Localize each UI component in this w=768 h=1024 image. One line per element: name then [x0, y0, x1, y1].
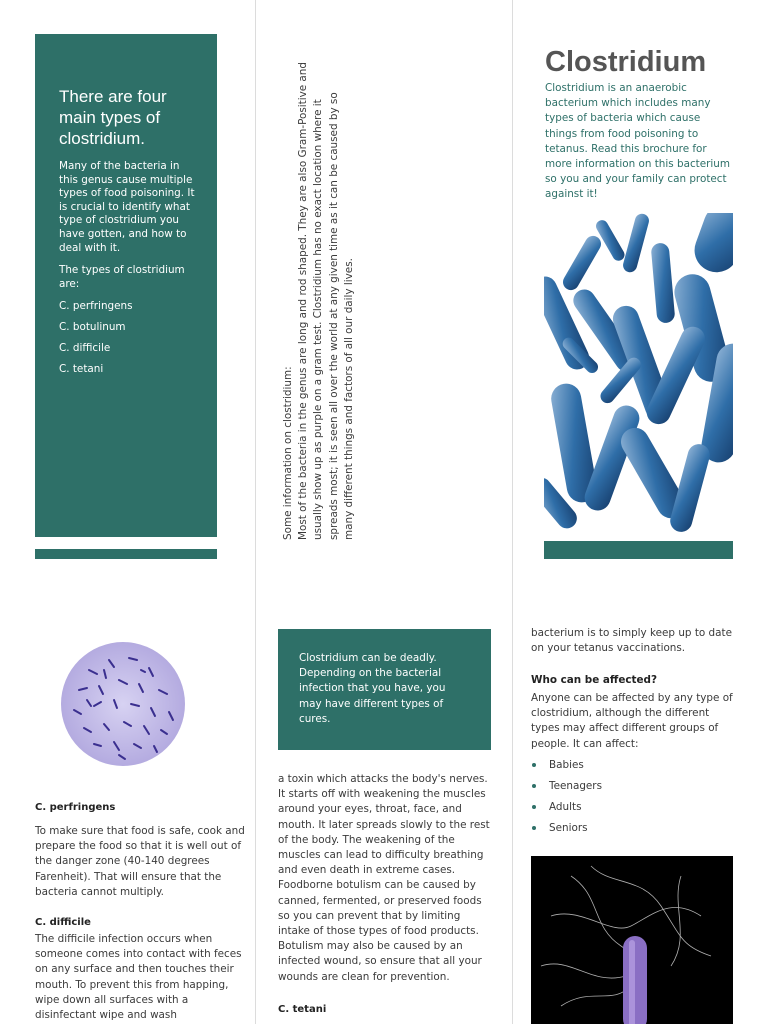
bullet-icon — [532, 805, 536, 809]
brochure-intro: Clostridium is an anaerobic bacterium which includes many types of bacteria which cause things from food poisoning to tetanus. Read this brochure for more information on this bacterium so you and your family can protect against it! — [545, 82, 731, 201]
who-affected-heading: Who can be affected? — [531, 674, 658, 686]
brochure-title: Clostridium — [545, 46, 707, 78]
difficile-heading: C. difficile — [35, 917, 91, 928]
tetani-heading: C. tetani — [278, 1004, 327, 1015]
bullet-icon — [532, 784, 536, 788]
list-item: C. perfringens — [59, 300, 133, 313]
rotated-info-block — [281, 60, 353, 540]
list-item: Seniors — [531, 822, 602, 843]
list-item: Babies — [531, 759, 602, 780]
list-item: C. difficile — [59, 342, 111, 355]
bullet-icon — [532, 826, 536, 830]
micrograph-image — [59, 640, 187, 768]
types-panel — [35, 34, 217, 537]
bacteria-rods-image — [544, 213, 733, 535]
fold-line-2 — [512, 0, 513, 1024]
tetanus-text: bacterium is to simply keep up to date on your tetanus vaccinations. — [531, 627, 732, 655]
list-item: Teenagers — [531, 780, 602, 801]
types-label: The types of clostridium are: — [59, 264, 185, 290]
fold-line-1 — [255, 0, 256, 1024]
list-item: C. botulinum — [59, 321, 126, 334]
bacterium-flagella-image — [531, 856, 733, 1024]
perfringens-text: To make sure that food is safe, cook and prepare the food so that it is well out of the danger zone (40-140 degrees Farenheit). That will ensure that the bacteria cannot multiply. — [35, 825, 245, 898]
bullet-icon — [532, 763, 536, 767]
affected-groups-list — [531, 759, 602, 843]
info-text: Most of the bacteria in the genus are long and rod shaped. They are also Gram-Positive and usually show up as purple on a gram test. Clostridium has no exact location where it spreads most; it is seen all over the world at any given time as it can be caused by so many different things and factors of all our daily lives. — [297, 62, 355, 540]
callout-text: Clostridium can be deadly. Depending on the bacterial infection that you have, you may have different types of cures. — [299, 652, 446, 725]
list-item: C. tetani — [59, 363, 104, 376]
types-heading: There are four main types of clostridium. — [59, 87, 167, 148]
botulinum-text: a toxin which attacks the body's nerves. It starts off with weakening the muscles around your eyes, throat, face, and mouth. It later spreads slowly to the rest of the body. The weakening of the muscles can lead to difficulty breathing and even death in extreme cases. Foodborne botulism can be caused by canned, fermented, or preserved foods so you can prevent that by limiting intake of those types of food products. Botulism may also be caused by an infected wound, so ensure that all your wounds are clean for prevention. — [278, 773, 490, 983]
perfringens-heading: C. perfringens — [35, 802, 116, 813]
accent-bar — [544, 541, 733, 559]
types-list — [59, 300, 201, 376]
accent-bar — [35, 549, 217, 559]
info-heading: Some information on clostridium: — [282, 366, 294, 540]
who-affected-text: Anyone can be affected by any type of clostridium, although the different types may affect different groups of people. It can affect: — [531, 692, 733, 750]
deadly-callout — [278, 629, 491, 750]
list-item: Adults — [531, 801, 602, 822]
types-intro: Many of the bacteria in this genus cause multiple types of food poisoning. It is crucial to identify what type of clostridium you have gotten, and how to deal with it. — [59, 160, 195, 254]
difficile-text: The difficile infection occurs when someone comes into contact with feces on any surface and then touches their mouth. To prevent this from happing, wipe down all surfaces with a disinfectant wipe and wash — [35, 933, 242, 1022]
